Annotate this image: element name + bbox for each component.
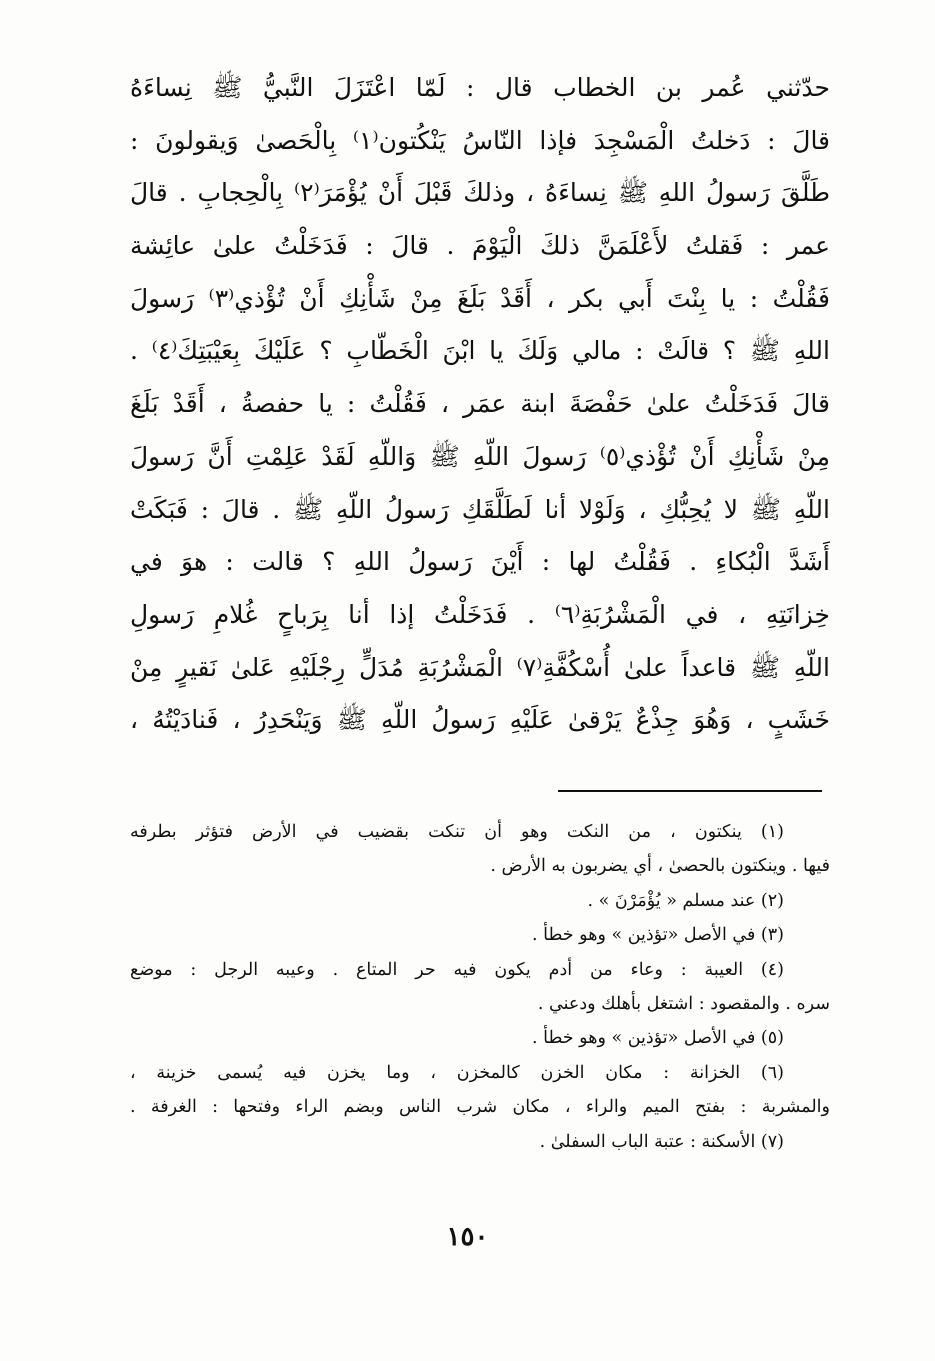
text-line: خَشَبٍ ، وَهُوَ جِذْعٌ يَرْقىٰ عَلَيْهِ رَسولُ اللّهِ ﷺ وَيَنْحَدِرُ ، فَنادَيْتُهُ ، [130,705,830,735]
page-number: ١٥٠ [446,1222,489,1252]
footnote-line: (٢) عند مسلم « يُؤْمَرْنَ » . [587,890,784,911]
text-line: حدّثني عُمر بن الخطاب قال : لَمّا اعْتَزَلَ النَّبيُّ ﷺ نِساءَهُ [130,73,830,102]
footnote-line: (٧) الأسكنة : عتبة الباب السفلىٰ . [539,1131,784,1152]
footnote-line: فيها . وينكتون بالحصىٰ ، أي يضربون به الأرض . [490,856,830,877]
footnotes-block [130,815,830,1159]
footnote-line: والمشربة : بفتح الميم والراء ، مكان شرب الناس وبضم الراء وفتحها : الغرفة . [130,1097,830,1118]
text-line: قالَ : دَخلتُ الْمَسْجِدَ فإذا النّاسُ يَنْكُتون⁽١⁾ بِالْحَصىٰ وَيقولونَ : [130,125,830,155]
text-line: اللّهِ ﷺ لا يُحِبُّكِ ، وَلَوْلا أنا لَطَلَّقَكِ رَسولُ اللّهِ ﷺ . قالَ : فَبَكَتْ [130,494,830,524]
footnote-line: (١) ينكتون ، من النكت وهو أن تنكت بقضيب في الأرض فتؤثر بطرفه [130,822,784,842]
text-line: اللهِ ﷺ ؟ قالَتْ : مالي وَلَكَ يا ابْنَ الْخَطّابِ ؟ عَلَيْكَ بِعَيْبَتِكَ⁽٤⁾ . [130,336,830,366]
footnote-line: (٣) في الأصل «تؤذين » وهو خطأ . [531,925,784,946]
main-text-block [130,62,830,747]
text-line: مِنْ شَأْنِكِ أَنْ تُؤْذي⁽٥⁾ رَسولَ اللّهِ ﷺ وَاللّهِ لَقَدْ عَلِمْتِ أَنَّ رَسولَ [130,441,830,471]
text-line: عمر : فَقلتُ لأَعْلَمَنَّ ذلكَ الْيَوْمَ . قالَ : فَدَخَلْتُ علىٰ عائِشة [130,231,830,261]
text-line: أَشَدَّ الْبُكاءِ . فَقُلْتُ لها : أَيْنَ رَسولُ اللهِ ؟ قالت : هوَ في [130,547,830,577]
text-line: طَلَّقَ رَسولُ اللهِ ﷺ نِساءَهُ ، وذلكَ قَبْلَ أَنْ يُؤْمَرَ⁽٢⁾ بِالْحِجابِ . قالَ [130,178,830,208]
footnote-line: (٦) الخزانة : مكان الخزن كالمخزن ، وما يخزن فيه يُسمى خزينة ، [130,1062,784,1083]
text-line: خِزانَتِهِ ، في الْمَشْرُبَةِ⁽٦⁾ . فَدَخَلْتُ إذا أنا بِرَباحٍ غُلامِ رَسولِ [130,599,830,629]
footnote-line: سره . والمقصود : اشتغل بأهلك ودعني . [537,993,830,1014]
footnote-line: (٥) في الأصل «تؤذين » وهو خطأ . [531,1028,784,1049]
footnote-line: (٤) العيبة : وعاء من أدم يكون فيه حر المتاع . وعيبه الرجل : موضع [130,959,784,980]
text-line: قالَ فَدَخَلْتُ علىٰ حَفْصَةَ ابنة عمَر ، فَقُلْتُ : يا حفصةُ ، أَقَدْ بَلَغَ [130,389,830,419]
footnote-separator [558,790,822,792]
text-line: فَقُلْتُ : يا بِنْتَ أَبي بكر ، أَقَدْ بَلَغَ مِنْ شَأْنِكِ أَنْ تُؤْذي⁽٣⁾ رَسولَ [130,283,830,313]
text-line: اللّهِ ﷺ قاعداً علىٰ أُسْكُفَّةِ⁽٧⁾ الْمَشْرُبَةِ مُدَلٍّ رِجْلَيْهِ عَلىٰ نَقيرٍ مِنْ [130,652,830,682]
